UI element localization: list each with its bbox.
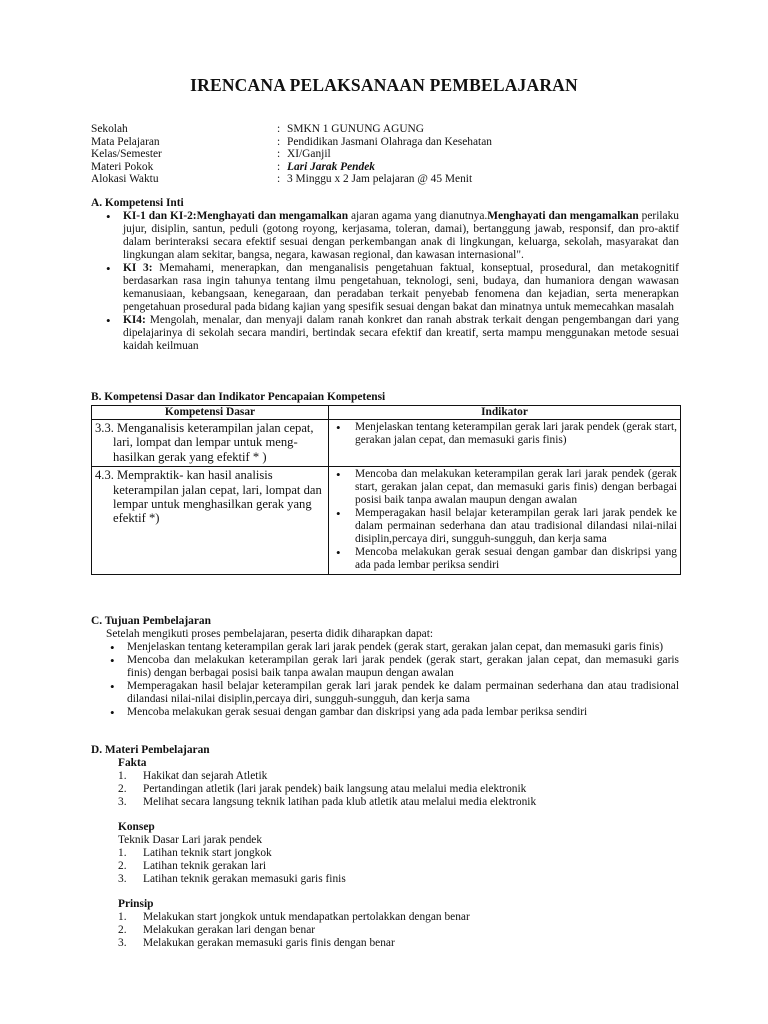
table-cell — [329, 467, 681, 575]
list-number: 1. — [118, 911, 127, 923]
list-item: • Memperagakan hasil belajar keterampilan gerak lari jarak pendek ke dalam permainan sederhana dan atau tradisional dilandasi nilai-nilai disiplin,percaya diri, sungguh-sungguh, dan kerja sama — [355, 507, 677, 546]
meta-key: Sekolah — [91, 123, 128, 135]
ki3-text: Memahami, menerapkan, dan menganalisis pengetahuan faktual, konseptual, prosedural, dan metakognitif berdasarkan rasa ingin tahunya tentang ilmu pengetahuan, teknologi, seni, budaya, dan humaniora dengan wawasan kemanusiaan, kebangsaan, kenegaraan, dan peradaban terkait penyebab fenomena dan kejadian, serta menerapkan pengetahuan prosedural pada bidang kajian yang spesifik sesuai dengan bakat dan minatnya untuk memecahkan masalah — [123, 262, 679, 313]
tujuan-list — [91, 641, 679, 719]
ki12-text1: ajaran agama yang dianutnya. — [348, 210, 488, 222]
section-tujuan-pembelajaran — [91, 615, 679, 719]
meta-value: Lari Jarak Pendek — [287, 160, 375, 173]
list-item: • Mencoba melakukan gerak sesuai dengan gambar dan diskripsi yang ada pada lembar periksa sendiri — [127, 706, 679, 719]
list-item — [123, 210, 679, 262]
column-header: Indikator — [329, 406, 681, 420]
meta-row-alokasi-waktu — [91, 173, 691, 186]
meta-key: Materi Pokok — [91, 160, 154, 173]
list-item — [123, 262, 679, 314]
list-number: 2. — [118, 860, 127, 872]
ki12-bold2: Menghayati dan mengamalkan — [487, 210, 639, 222]
ki12-text2: perilaku jujur, disiplin, santun, peduli (gotong royong, kerjasama, toleran, damai), bertanggung jawab, responsif, dan pro-aktif dalam berinteraksi secara efektif sesuai dengan perkembangan anak di lingkungan, keluarga, sekolah, masyarakat dan lingkungan alam sekitar, bangsa, negara, kawasan regional, dan kawasan internasional". — [123, 210, 679, 261]
list-number: 1. — [118, 770, 127, 782]
meta-colon: : — [277, 123, 281, 135]
table-cell — [92, 467, 329, 575]
list-text: Latihan teknik start jongkok — [143, 847, 272, 859]
meta-value: SMKN 1 GUNUNG AGUNG — [287, 123, 425, 135]
meta-value: 3 Minggu x 2 Jam pelajaran @ 45 Menit — [287, 173, 473, 186]
konsep-intro: Teknik Dasar Lari jarak pendek — [118, 834, 263, 846]
prinsip-block — [91, 898, 679, 911]
list-item — [118, 783, 679, 796]
meta-key: Kelas/Semester — [91, 148, 162, 161]
list-item: • Menjelaskan tentang keterampilan gerak lari jarak pendek (gerak start, gerakan jalan cepat, dan memasuki garis finis) — [127, 641, 679, 654]
list-number: 3. — [118, 873, 127, 885]
list-item: • Memperagakan hasil belajar keterampilan gerak lari jarak pendek ke dalam permainan sederhana dan atau tradisional dilandasi nilai-nilai disiplin,percaya diri, sungguh-sungguh, dan kerja sama — [127, 680, 679, 706]
fakta-list — [91, 770, 679, 809]
ki4-text: Mengolah, menalar, dan menyaji dalam ranah konkret dan ranah abstrak terkait dengan pengembangan dari yang dipelajarinya di sekolah secara mandiri, bertindak secara efektif dan kreatif, serta mampu menggunakan metode sesuai kaidah keilmuan — [123, 314, 679, 352]
prinsip-list — [91, 911, 679, 950]
list-item — [118, 873, 679, 886]
list-number: 1. — [118, 847, 127, 859]
list-item: • Mencoba dan melakukan keterampilan gerak lari jarak pendek (gerak start, gerakan jalan cepat, dan memasuki garis finis) dengan berbagai posisi baik tanpa awalan maupun dengan awalan — [127, 654, 679, 680]
section-kompetensi-dasar — [91, 391, 691, 575]
meta-row-sekolah — [91, 123, 691, 136]
kd-text: 4.3. Mempraktik- kan hasil analisis keterampilan jalan cepat, lari, lompat dan lempar untuk menghasilkan gerak yang efektif *) — [95, 468, 322, 526]
list-item — [118, 770, 679, 783]
list-number: 2. — [118, 783, 127, 795]
section-kompetensi-inti — [91, 197, 679, 353]
meta-key: Mata Pelajaran — [91, 135, 160, 148]
list-number: 3. — [118, 796, 127, 808]
table-cell — [329, 420, 681, 467]
meta-value: Pendidikan Jasmani Olahraga dan Kesehatan — [287, 135, 492, 148]
list-item: • Mencoba dan melakukan keterampilan gerak lari jarak pendek (gerak start, gerakan jalan cepat, dan memasuki garis finis) dengan berbagai posisi baik tanpa awalan maupun dengan awalan — [355, 468, 677, 507]
list-item — [118, 937, 679, 950]
table-row — [92, 467, 681, 575]
list-text: Melakukan gerakan memasuki garis finis dengan benar — [143, 937, 395, 949]
meta-colon: : — [277, 160, 281, 173]
meta-colon: : — [277, 135, 281, 148]
section-heading: A. Kompetensi Inti — [91, 197, 184, 209]
section-heading: C. Tujuan Pembelajaran — [91, 615, 211, 627]
list-text: Melihat secara langsung teknik latihan pada klub atletik atau melalui media elektronik — [143, 796, 537, 808]
table-header-row — [92, 406, 681, 420]
meta-row-kelas-semester — [91, 148, 691, 161]
fakta-label: Fakta — [118, 757, 147, 769]
table-cell — [92, 420, 329, 467]
list-item — [118, 924, 679, 937]
list-text: Hakikat dan sejarah Atletik — [143, 770, 268, 782]
ki-list — [91, 210, 679, 353]
tujuan-intro: Setelah mengikuti proses pembelajaran, peserta didik diharapkan dapat: — [106, 628, 434, 640]
kd-table — [91, 405, 681, 575]
list-item — [118, 796, 679, 809]
list-number: 2. — [118, 924, 127, 936]
konsep-block — [91, 821, 679, 847]
prinsip-label: Prinsip — [118, 898, 154, 910]
indicator-list — [332, 468, 677, 572]
list-item: • Menjelaskan tentang keterampilan gerak lari jarak pendek (gerak start, gerakan jalan cepat, dan memasuki garis finis) — [355, 421, 677, 447]
list-item — [118, 847, 679, 860]
list-text: Melakukan start jongkok untuk mendapatkan pertolakkan dengan benar — [143, 911, 470, 923]
column-header: Kompetensi Dasar — [92, 406, 329, 420]
list-item — [123, 314, 679, 353]
list-item — [118, 911, 679, 924]
list-text: Melakukan gerakan lari dengan benar — [143, 924, 316, 936]
section-heading: B. Kompetensi Dasar dan Indikator Pencapaian Kompetensi — [91, 391, 386, 403]
meta-colon: : — [277, 148, 281, 161]
konsep-list — [91, 847, 679, 886]
meta-value: XI/Ganjil — [287, 148, 331, 161]
list-item — [118, 860, 679, 873]
list-number: 3. — [118, 937, 127, 949]
document-title: IRENCANA PELAKSANAAN PEMBELAJARAN — [190, 75, 578, 95]
indicator-list — [332, 421, 677, 447]
section-heading: D. Materi Pembelajaran — [91, 744, 210, 756]
list-text: Latihan teknik gerakan lari — [143, 860, 267, 872]
meta-row-materi-pokok — [91, 161, 691, 174]
ki3-bold: KI 3: — [123, 262, 153, 274]
ki12-bold1: KI-1 dan KI-2:Menghayati dan mengamalkan — [123, 210, 349, 222]
list-item: • Mencoba melakukan gerak sesuai dengan gambar dan diskripsi yang ada pada lembar periksa sendiri — [355, 546, 677, 572]
kd-text: 3.3. Menganalisis keterampilan jalan cepat, lari, lompat dan lempar untuk meng-hasilkan gerak yang efektif * ) — [95, 421, 314, 464]
identity-block — [91, 123, 691, 186]
list-text: Latihan teknik gerakan memasuki garis finis — [143, 873, 346, 885]
section-materi-pembelajaran — [91, 744, 679, 950]
konsep-label: Konsep — [118, 821, 155, 833]
meta-colon: : — [277, 173, 281, 186]
table-row — [92, 420, 681, 467]
ki4-bold: KI4: — [123, 314, 146, 326]
list-text: Pertandingan atletik (lari jarak pendek) baik langsung atau melalui media elektronik — [143, 783, 527, 795]
meta-key: Alokasi Waktu — [91, 173, 159, 186]
meta-row-mata-pelajaran — [91, 136, 691, 149]
fakta-block — [91, 757, 679, 770]
